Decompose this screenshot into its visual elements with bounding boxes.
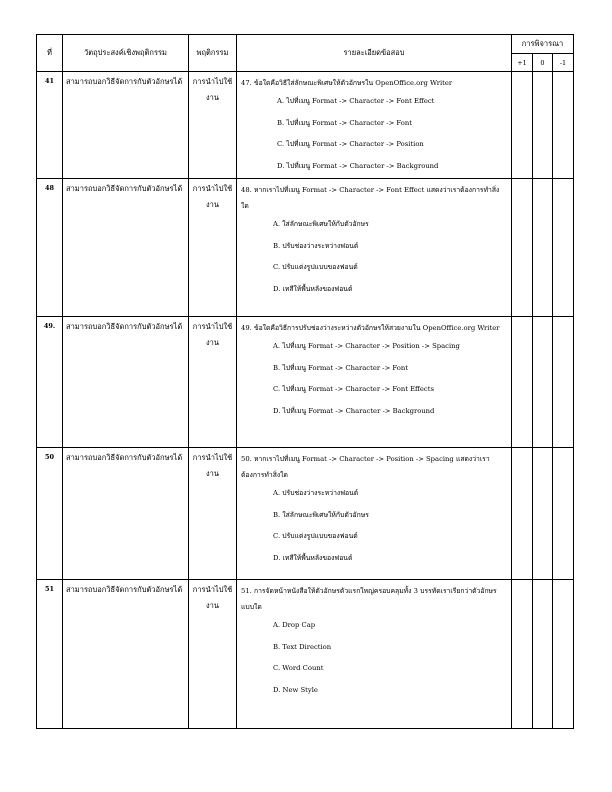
eval-cell-minus[interactable] [553,317,574,448]
option-b: B. ปรับช่องว่างระหว่างฟอนต์ [273,241,359,250]
option-c: C. ไปที่เมนู Format -> Character -> Font Effects [273,385,434,393]
option-b: B. ไปที่เมนู Format -> Character -> Font [277,118,412,127]
option-a: A. Drop Cap [273,621,316,629]
row-behavior: การนำไปใช้งาน [189,179,237,317]
table-row [37,580,574,729]
option-d: D. New Style [273,685,318,694]
eval-cell-minus[interactable] [553,179,574,317]
row-details [237,72,512,179]
eval-cell-minus[interactable] [553,448,574,580]
row-objective: สามารถบอกวิธีจัดการกับตัวอักษรได้ [63,179,189,317]
eval-cell-zero[interactable] [533,317,553,448]
table-row [37,317,574,448]
header-details: รายละเอียดข้อสอบ [237,35,512,72]
question-text: 48. หากเราไปที่เมนู Format -> Character -> Font Effect แสดงว่าเราต้องการทำสิ่งใด [241,186,500,210]
row-number: 51 [37,580,63,729]
option-d: D. เทสีให้พื้นหลังของฟอนต์ [273,553,353,562]
option-a: A. ไปที่เมนู Format -> Character -> Position -> Spacing [273,342,460,350]
row-number: 48 [37,179,63,317]
option-c: C. Word Count [273,664,324,672]
row-details [237,317,512,448]
header-behavior: พฤติกรรม [189,35,237,72]
eval-cell-plus[interactable] [512,317,533,448]
row-number: 50 [37,448,63,580]
question-text: 51. การจัดหน้าหนังสือให้ตัวอักษรตัวแรกใหญ่ครอบคลุมทั้ง 3 บรรทัดเราเรียกว่าตัวอักษรแบบใด [241,587,497,611]
header-no: ที่ [37,35,63,72]
option-c: C. ปรับแต่งรูปแบบของฟอนต์ [273,532,358,540]
header-evaluation: การพิจารณา [512,35,574,54]
eval-cell-zero[interactable] [533,72,553,179]
option-a: A. ใส่ลักษณะพิเศษให้กับตัวอักษร [273,220,369,228]
option-b: B. ไปที่เมนู Format -> Character -> Font [273,363,408,372]
option-b: B. Text Direction [273,642,332,651]
row-behavior: การนำไปใช้งาน [189,580,237,729]
row-number: 41 [37,72,63,179]
eval-cell-plus[interactable] [512,580,533,729]
row-behavior: การนำไปใช้งาน [189,448,237,580]
row-details [237,448,512,580]
option-a: A. ปรับช่องว่างระหว่างฟอนต์ [273,489,359,497]
header-eval-minus: -1 [553,54,574,72]
header-objective: วัตถุประสงค์เชิงพฤติกรรม [63,35,189,72]
row-objective: สามารถบอกวิธีจัดการกับตัวอักษรได้ [63,448,189,580]
row-objective: สามารถบอกวิธีจัดการกับตัวอักษรได้ [63,580,189,729]
eval-cell-plus[interactable] [512,72,533,179]
eval-cell-zero[interactable] [533,580,553,729]
table-row [37,179,574,317]
option-a: A. ไปที่เมนู Format -> Character -> Font Effect [277,97,435,105]
eval-cell-plus[interactable] [512,448,533,580]
row-objective: สามารถบอกวิธีจัดการกับตัวอักษรได้ [63,72,189,179]
row-behavior: การนำไปใช้งาน [189,317,237,448]
option-c: C. ปรับแต่งรูปแบบของฟอนต์ [273,263,358,271]
exam-table [36,34,574,729]
eval-cell-zero[interactable] [533,179,553,317]
eval-cell-plus[interactable] [512,179,533,317]
option-b: B. ใส่ลักษณะพิเศษให้กับตัวอักษร [273,510,369,519]
option-c: C. ไปที่เมนู Format -> Character -> Position [277,140,424,148]
question-text: 49. ข้อใดคือวิธีการปรับช่องว่างระหว่างตัวอักษรให้สวยงามใน OpenOffice.org Writer [241,324,500,332]
option-d: D. ไปที่เมนู Format -> Character -> Background [277,161,439,170]
eval-cell-zero[interactable] [533,448,553,580]
option-d: D. ไปที่เมนู Format -> Character -> Background [273,406,435,415]
eval-cell-minus[interactable] [553,580,574,729]
question-text: 47. ข้อใดคือวิธีใส่ลักษณะพิเศษให้ตัวอักษรใน OpenOffice.org Writer [241,79,453,87]
option-d: D. เทสีให้พื้นหลังของฟอนต์ [273,284,353,293]
row-details [237,580,512,729]
table-row [37,448,574,580]
question-text: 50. หากเราไปที่เมนู Format -> Character -> Position -> Spacing แสดงว่าเราต้องการทำสิ่งใด [241,455,490,479]
table-row [37,72,574,179]
eval-cell-minus[interactable] [553,72,574,179]
row-behavior: การนำไปใช้งาน [189,72,237,179]
row-details [237,179,512,317]
row-objective: สามารถบอกวิธีจัดการกับตัวอักษรได้ [63,317,189,448]
row-number: 49. [37,317,63,448]
header-eval-plus: +1 [512,54,533,72]
header-eval-zero: 0 [533,54,553,72]
